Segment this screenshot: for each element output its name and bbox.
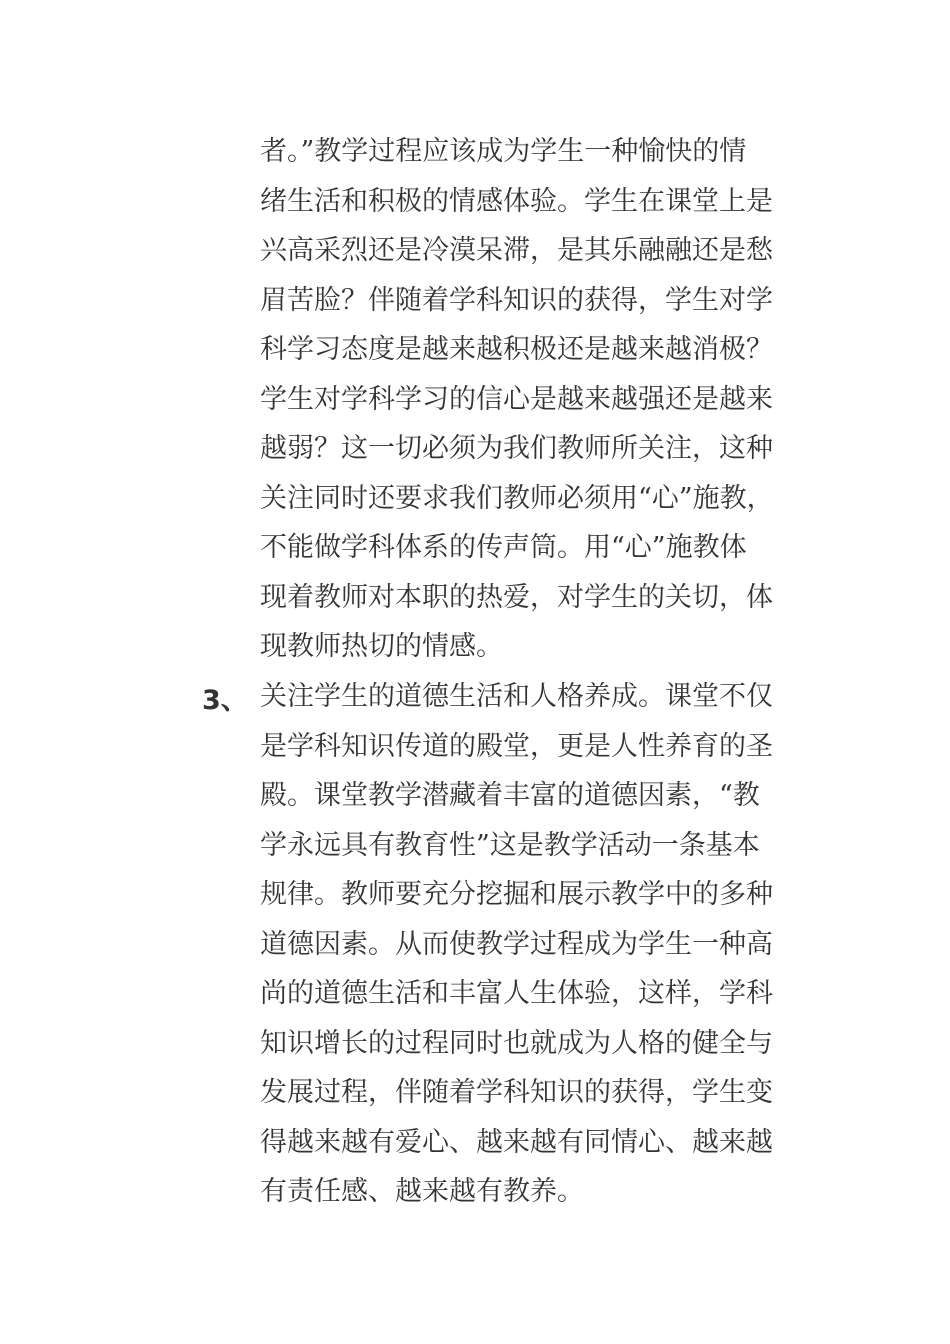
list-item-paragraph [260,672,830,1217]
text-line: 现着教师对本职的热爱，对学生的关切，体 [260,581,773,613]
text-line: 规律。教师要充分挖掘和展示教学中的多种 [260,879,773,910]
list-item-number: 3、 [202,685,248,716]
text-line: 学永远具有教育性”这是教学活动一条基本 [260,829,760,861]
text-line: 科学习态度是越来越积极还是越来越消极？ [260,334,773,365]
text-line: 殿。课堂教学潜藏着丰富的道德因素，“教 [260,780,760,811]
text-line: 关注同时还要求我们教师必须用“心”施教， [260,482,774,514]
text-line: 眉苦脸？伴随着学科知识的获得，学生对学 [260,284,773,316]
text-line: 不能做学科体系的传声筒。用“心”施教体 [260,532,747,563]
text-line: 尚的道德生活和丰富人生体验，这样，学科 [260,978,773,1009]
text-line: 者。”教学过程应该成为学生一种愉快的情 [260,136,747,167]
text-line: 兴高采烈还是冷漠呆滞，是其乐融融还是愁 [260,235,773,266]
text-line: 发展过程，伴随着学科知识的获得，学生变 [260,1077,773,1108]
text-line: 道德因素。从而使教学过程成为学生一种高 [260,928,773,960]
text-line: 有责任感、越来越有教养。 [260,1176,584,1207]
text-line: 知识增长的过程同时也就成为人格的健全与 [260,1027,773,1059]
text-line: 学生对学科学习的信心是越来越强还是越来 [260,383,773,415]
text-line: 得越来越有爱心、越来越有同情心、越来越 [260,1126,773,1158]
text-line: 是学科知识传道的殿堂，更是人性养育的圣 [260,730,773,762]
text-line: 越弱？这一切必须为我们教师所关注，这种 [260,433,773,464]
continuation-paragraph [260,127,830,672]
text-line: 绪生活和积极的情感体验。学生在课堂上是 [260,185,773,217]
text-line: 关注学生的道德生活和人格养成。课堂不仅 [260,681,773,712]
text-line: 现教师热切的情感。 [260,631,503,662]
